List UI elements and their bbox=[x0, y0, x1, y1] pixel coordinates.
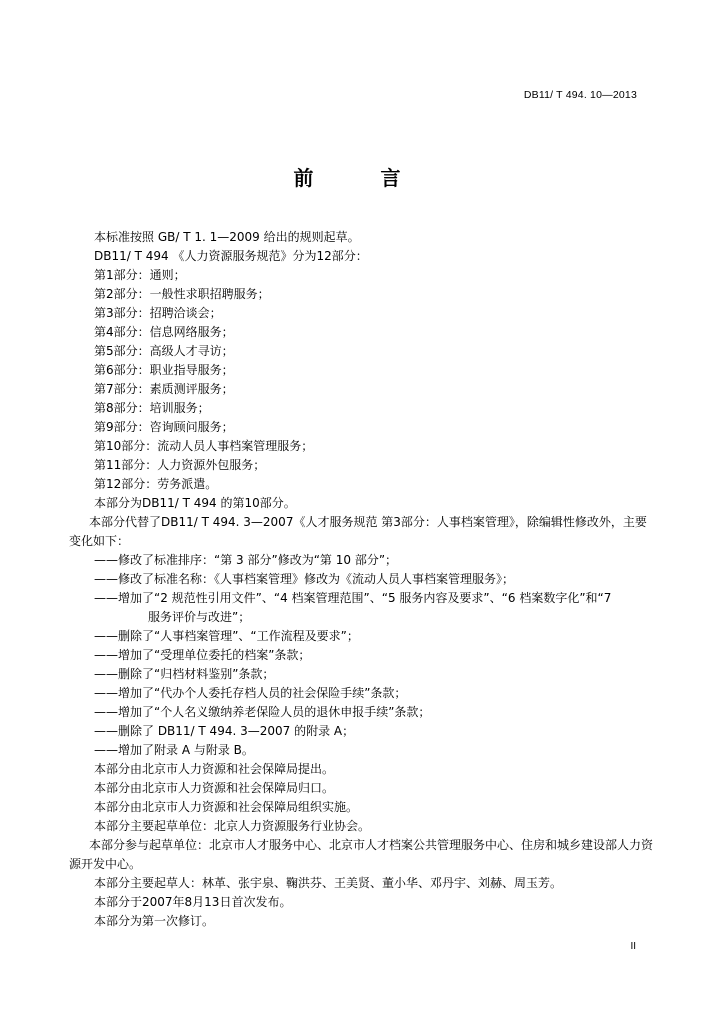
paragraph: 本部分主要起草单位：北京人力资源服务行业协会。 bbox=[94, 819, 371, 833]
paragraph: 本部分由北京市人力资源和社会保障局组织实施。 bbox=[94, 800, 359, 814]
part-list-item: 第7部分：素质测评服务； bbox=[94, 382, 234, 396]
paragraph: 本部分由北京市人力资源和社会保障局归口。 bbox=[94, 781, 335, 795]
paragraph: 本部分参与起草单位：北京市人才服务中心、北京市人才档案公共管理服务中心、住房和城乡建设部人力资源开发中心。 bbox=[69, 838, 654, 871]
change-item: ——增加了“代办个人委托存档人员的社会保险手续”条款； bbox=[94, 686, 407, 700]
page-title: 前 言 bbox=[293, 166, 431, 190]
part-list-item: 第6部分：职业指导服务； bbox=[94, 363, 234, 377]
paragraph: DB11/ T 494 《人力资源服务规范》分为12部分： bbox=[94, 249, 368, 263]
paragraph: 本部分由北京市人力资源和社会保障局提出。 bbox=[94, 762, 335, 776]
change-item: ——删除了“人事档案管理”、“工作流程及要求”； bbox=[94, 629, 359, 643]
paragraph: 本标准按照 GB/ T 1. 1—2009 给出的规则起草。 bbox=[94, 230, 360, 244]
paragraph: 本部分于2007年8月13日首次发布。 bbox=[94, 895, 292, 909]
change-item: ——增加了“受理单位委托的档案”条款； bbox=[94, 648, 311, 662]
paragraph: 本部分为第一次修订。 bbox=[94, 914, 215, 928]
page-number: II bbox=[630, 941, 636, 952]
part-list-item: 第4部分：信息网络服务； bbox=[94, 325, 234, 339]
standard-number-header: DB11/ T 494. 10—2013 bbox=[523, 89, 637, 101]
change-item: ——增加了“2 规范性引用文件”、“4 档案管理范围”、“5 服务内容及要求”、“6 档案数字化”和“7 bbox=[94, 591, 612, 605]
part-list-item: 第3部分：招聘洽谈会； bbox=[94, 306, 222, 320]
change-item: ——删除了“归档材料鉴别”条款； bbox=[94, 667, 275, 681]
part-list-item: 第10部分：流动人员人事档案管理服务； bbox=[94, 439, 314, 453]
paragraph: 本部分代替了DB11/ T 494. 3—2007《人才服务规范 第3部分：人事档案管理》，除编辑性修改外，主要变化如下： bbox=[69, 515, 647, 548]
foreword-body bbox=[69, 228, 654, 931]
paragraph: 本部分为DB11/ T 494 的第10部分。 bbox=[94, 496, 296, 510]
part-list-item: 第11部分：人力资源外包服务； bbox=[94, 458, 266, 472]
part-list-item: 第12部分：劳务派遣。 bbox=[94, 477, 218, 491]
change-item: ——修改了标准名称：《人事档案管理》修改为《流动人员人事档案管理服务》； bbox=[94, 572, 515, 586]
change-item-continuation: 服务评价与改进”； bbox=[148, 610, 251, 624]
part-list-item: 第8部分：培训服务； bbox=[94, 401, 210, 415]
change-item: ——增加了附录 A 与附录 B。 bbox=[94, 743, 254, 757]
part-list-item: 第5部分：高级人才寻访； bbox=[94, 344, 234, 358]
paragraph: 本部分主要起草人：林革、张宇泉、鞠洪芬、王美贤、董小华、邓丹宇、刘赫、周玉芳。 bbox=[94, 876, 563, 890]
part-list-item: 第1部分：通则； bbox=[94, 268, 186, 282]
change-item: ——修改了标准排序：“第 3 部分”修改为“第 10 部分”； bbox=[94, 553, 398, 567]
change-item: ——增加了“个人名义缴纳养老保险人员的退休申报手续”条款； bbox=[94, 705, 431, 719]
part-list-item: 第2部分：一般性求职招聘服务； bbox=[94, 287, 270, 301]
part-list-item: 第9部分：咨询顾问服务； bbox=[94, 420, 234, 434]
change-item: ——删除了 DB11/ T 494. 3—2007 的附录 A； bbox=[94, 724, 355, 738]
